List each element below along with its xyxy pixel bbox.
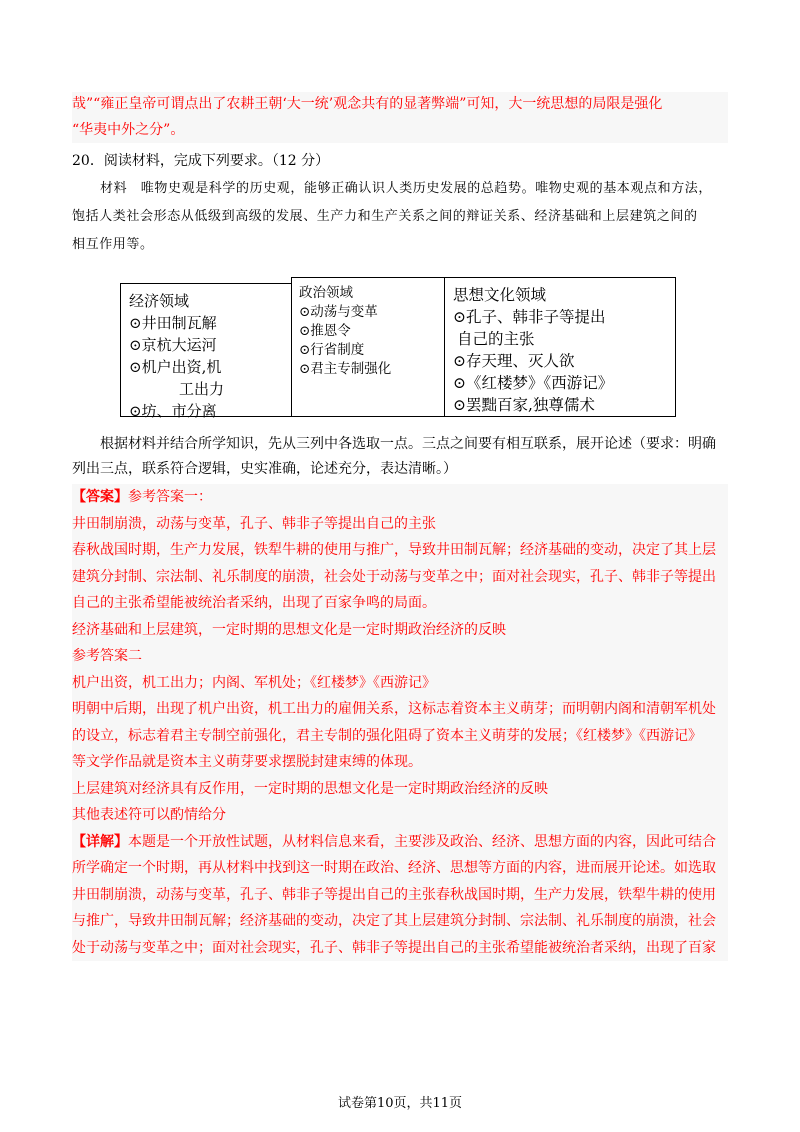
page-content: [72, 92, 728, 259]
answer-line: 自己的主张希望能被统治者采纳，出现了百家争鸣的局面。: [72, 595, 436, 611]
detail-tag: 【详解】: [72, 833, 128, 850]
task-line: 列出三点，联系符合逻辑，史实准确，论述充分，表达清晰。）: [72, 461, 457, 477]
column-title: 经济领域: [129, 292, 190, 310]
detail-line: 【详解】本题是一个开放性试题，从材料信息来看，主要涉及政治、经济、思想方面的内容，因此可结合: [72, 833, 716, 850]
page-footer: 试卷第10页，共11页: [337, 1096, 463, 1111]
material-line: 材料 唯物史观是科学的历史观，能够正确认识人类历史发展的总趋势。唯物史观的基本观点和方法，: [100, 180, 713, 196]
column-item: ⊙井田制瓦解: [129, 314, 217, 332]
answer-line: 参考答案二: [72, 648, 142, 664]
column-title: 政治领域: [299, 285, 353, 301]
column-item: 自己的主张: [457, 330, 535, 348]
column-item: ⊙坊、市分离: [129, 402, 217, 420]
material-text: [72, 175, 728, 259]
task-text: [72, 432, 728, 482]
economy-column: [120, 283, 292, 420]
answer-line: 上层建筑对经济具有反作用，一定时期的思想文化是一定时期政治经济的反映: [72, 780, 548, 797]
material-line: 饱括人类社会形态从低级到高级的发展、生产力和生产关系之间的辩证关系、经济基础和上层建筑之间的: [72, 208, 698, 224]
previous-answer-line: 哉”“雍正皇帝可谓点出了农耕王朝‘大一统’观念共有的显著弊端”可知，大一统思想的局限是强化: [72, 96, 663, 112]
detail-line: 所学确定一个时期，再从材料中找到这一时期在政治、经济、思想等方面的内容，进而展开论述。如选取: [72, 860, 716, 876]
column-item: ⊙孔子、韩非子等提出: [453, 308, 606, 326]
column-item: ⊙京杭大运河: [129, 336, 217, 354]
answer-line: 机户出资，机工出力；内阁、军机处；《红楼梦》《西游记》: [72, 674, 436, 691]
column-item: ⊙君主专制强化: [299, 361, 392, 377]
previous-answer-block: [72, 92, 728, 143]
answer-line: 井田制崩溃，动荡与变革，孔子、韩非子等提出自己的主张: [72, 515, 436, 532]
culture-column: [444, 277, 676, 417]
column-item: 工出力: [179, 380, 225, 398]
answer-block: [72, 484, 728, 961]
task-line: 根据材料并结合所学知识，先从三列中各选取一点。三点之间要有相互联系，展开论述（要求：明确: [100, 436, 716, 452]
answer-line: 明朝中后期，出现了机户出资，机工出力的雇佣关系，这标志着资本主义萌芽；而明朝内阁和清朝军机处: [72, 701, 716, 717]
column-item: ⊙推恩令: [299, 323, 351, 339]
politics-column: [291, 277, 445, 417]
detail-line: 处于动荡与变革之中；面对社会现实，孔子、韩非子等提出自己的主张希望能被统治者采纳，出现了百家: [72, 939, 716, 956]
question-header: 20．阅读材料，完成下列要求。（12 分）: [72, 153, 330, 169]
column-item: ⊙动荡与变革: [299, 304, 378, 320]
answer-line: 其他表述符可以酌情给分: [72, 807, 226, 823]
answer-line: 经济基础和上层建筑，一定时期的思想文化是一定时期政治经济的反映: [72, 621, 506, 638]
answer-tag: 【答案】: [72, 489, 128, 505]
detail-line: 与推广，导致井田制瓦解；经济基础的变动，决定了其上层建筑分封制、宗法制、礼乐制度的崩溃，社会: [72, 913, 716, 929]
answer-line: 等文学作品就是资本主义萌芽要求摆脱封建束缚的体现。: [72, 754, 422, 770]
column-item: ⊙《红楼梦》《西游记》: [453, 374, 614, 392]
answer-section: [72, 432, 728, 961]
detail-line: 井田制崩溃，动荡与变革，孔子、韩非子等提出自己的主张春秋战国时期，生产力发展，铁犁牛耕的使用: [72, 886, 716, 903]
answer-line: 春秋战国时期，生产力发展，铁犁牛耕的使用与推广，导致井田制瓦解；经济基础的变动，决定了其上层: [72, 542, 716, 558]
column-title: 思想文化领域: [453, 286, 547, 304]
material-table: [120, 277, 676, 420]
material-line: 相互作用等。: [72, 236, 154, 252]
column-item: ⊙行省制度: [299, 342, 365, 358]
column-item: ⊙机户出资,机: [129, 358, 222, 376]
answer-line: 【答案】参考答案一：: [72, 489, 212, 505]
answer-line: 的设立，标志着君主专制空前强化，君主专制的强化阻碍了资本主义萌芽的发展；《红楼梦》《西游记》: [72, 727, 702, 744]
column-item: ⊙存天理、灭人欲: [453, 352, 575, 370]
column-item: ⊙罢黜百家,独尊儒术: [453, 396, 595, 414]
previous-answer-line: “华夷中外之分”。: [72, 121, 185, 138]
answer-line: 建筑分封制、宗法制、礼乐制度的崩溃，社会处于动荡与变革之中；面对社会现实，孔子、韩非子等提出: [72, 568, 716, 585]
